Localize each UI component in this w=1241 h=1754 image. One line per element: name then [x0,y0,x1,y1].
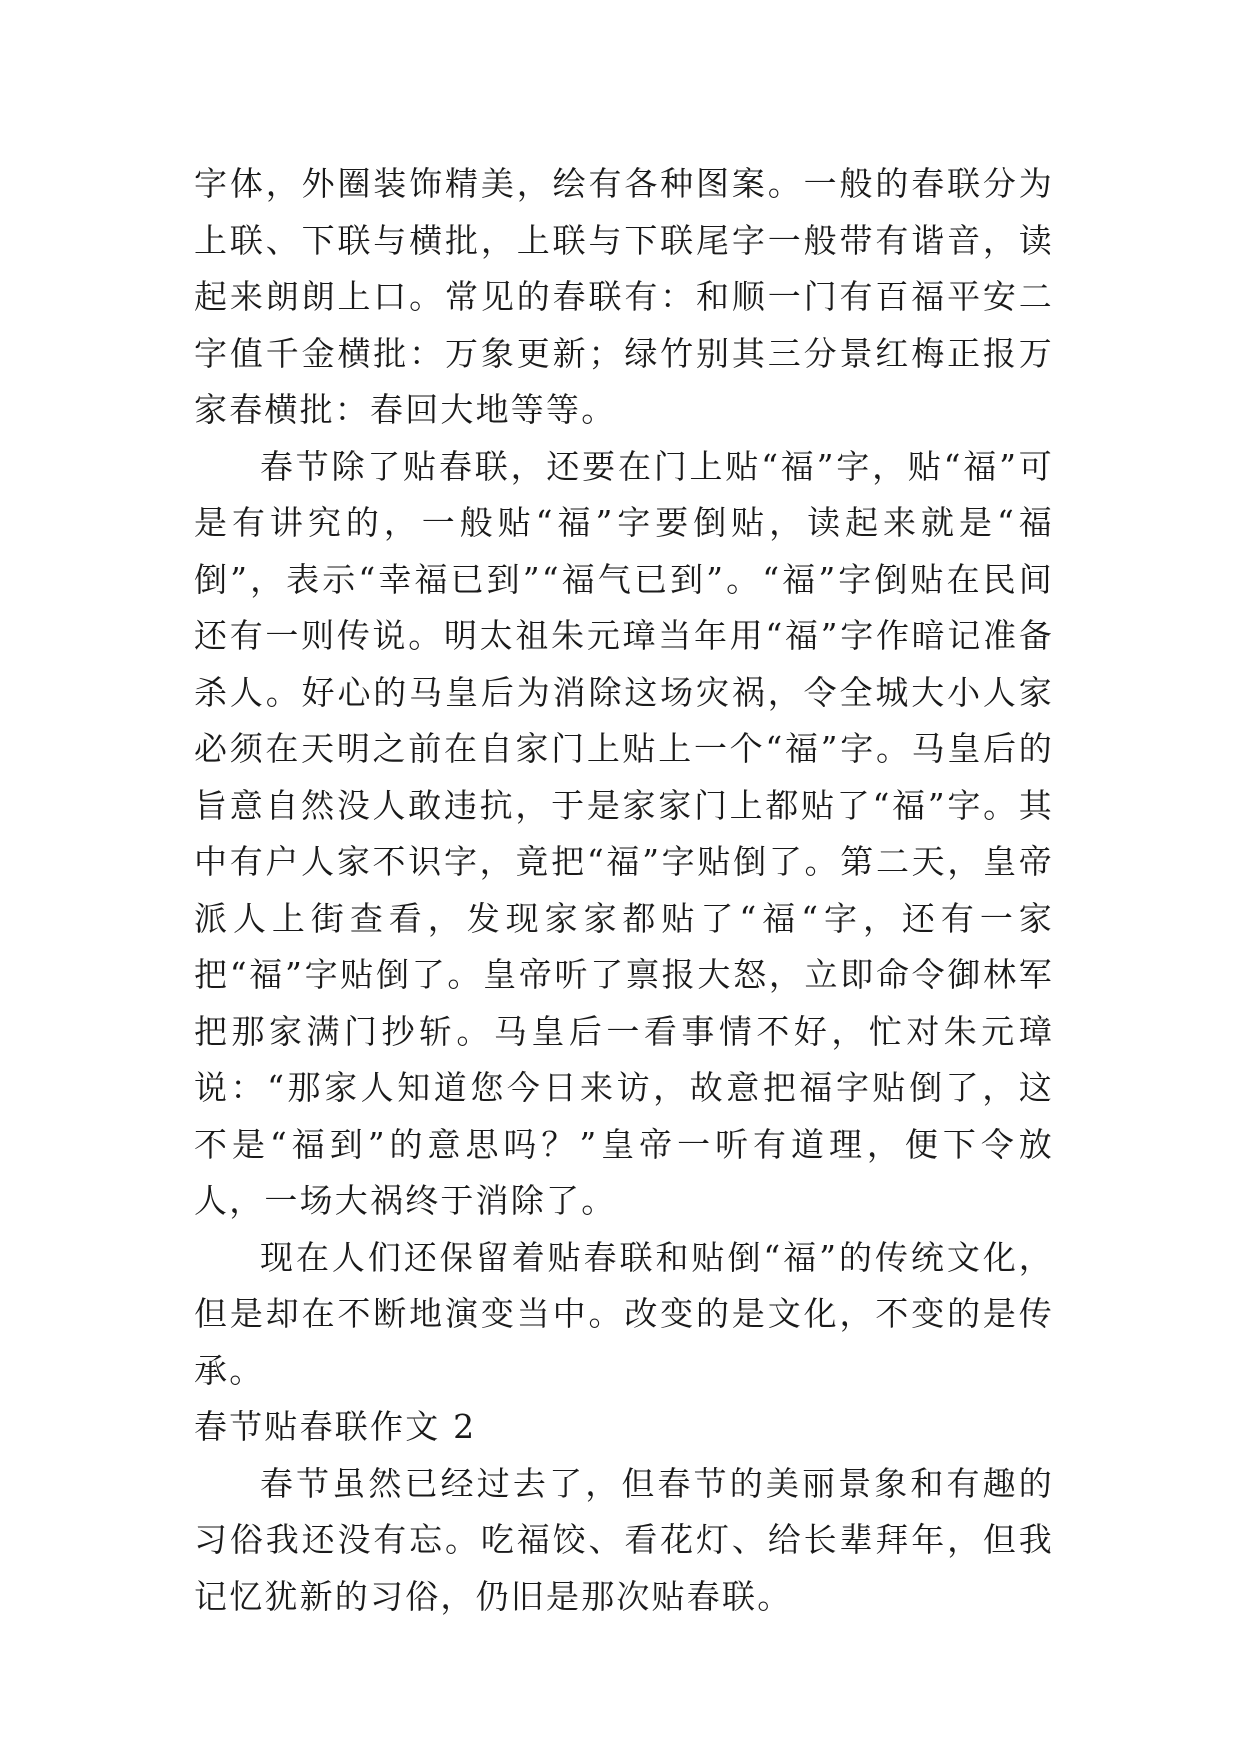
paragraph-tradition-today: 现在人们还保留着贴春联和贴倒“福”的传统文化，但是却在不断地演变当中。改变的是文化，不变的是传承。 [194,1237,1054,1390]
section-heading: 春节贴春联作文 2 [194,1407,477,1446]
paragraph-essay-two-intro: 春节虽然已经过去了，但春节的美丽景象和有趣的习俗我还没有忘。吃福饺、看花灯、给长辈拜年，但我记忆犹新的习俗，仍旧是那次贴春联。 [194,1463,1054,1616]
paragraph-fu-character-legend: 春节除了贴春联，还要在门上贴“福”字，贴“福”可是有讲究的，一般贴“福”字要倒贴，读起来就是“福倒”，表示“幸福已到”“福气已到”。“福”字倒贴在民间还有一则传说。明太祖朱元璋当年用“福”字作暗记准备杀人。好心的马皇后为消除这场灾祸，令全城大小人家必须在天明之前在自家门上贴上一个“福”字。马皇后的旨意自然没人敢违抗，于是家家门上都贴了“福”字。其中有户人家不识字，竟把“福”字贴倒了。第二天，皇帝派人上街查看，发现家家都贴了“福“字，还有一家把“福”字贴倒了。皇帝听了禀报大怒，立即命令御林军把那家满门抄斩。马皇后一看事情不好，忙对朱元璋说：“那家人知道您今日来访，故意把福字贴倒了，这不是“福到”的意思吗？”皇帝一听有道理，便下令放人，一场大祸终于消除了。 [194,446,1054,1220]
document-body [194,156,1054,1625]
paragraph-couplet-description: 字体，外圈装饰精美，绘有各种图案。一般的春联分为上联、下联与横批，上联与下联尾字一般带有谐音，读起来朗朗上口。常见的春联有：和顺一门有百福平安二字值千金横批：万象更新；绿竹别其三分景红梅正报万家春横批：春回大地等等。 [194,164,1054,429]
